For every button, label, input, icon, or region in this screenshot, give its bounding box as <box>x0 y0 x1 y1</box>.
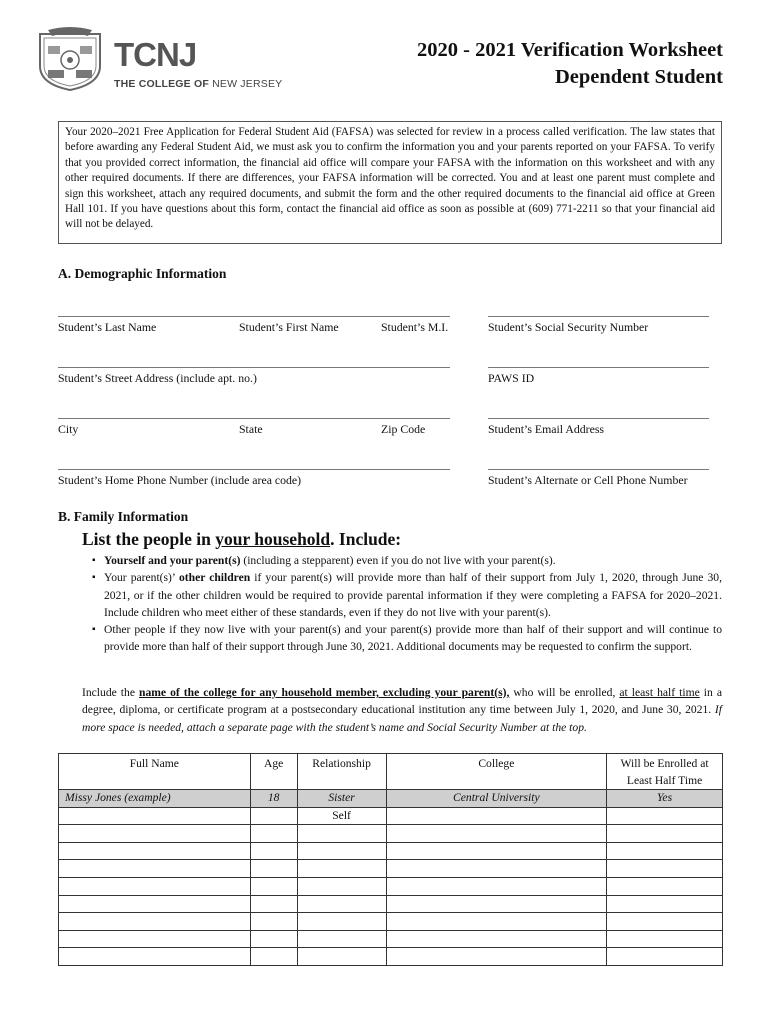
city-state-zip-field[interactable] <box>58 418 450 419</box>
address-label: Student’s Street Address (include apt. no.) <box>58 371 257 385</box>
table-cell[interactable] <box>297 913 386 931</box>
table-cell[interactable] <box>59 913 251 931</box>
mi-label: Student’s M.I. <box>381 320 449 334</box>
table-cell[interactable] <box>607 860 723 878</box>
list-item: ▪ Yourself and your parent(s) (including a stepparent) even if you do not live with your parent(s). <box>92 552 722 569</box>
college-instructions: Include the name of the college for any household member, excluding your parent(s), who will be enrolled, at least half time in a degree, diploma, or certificate program at a postsecondary educational institution any time between July 1, 2020, and June 30, 2021. If more space is needed, attach a separate page with the student’s name and Social Security Number at the top. <box>82 686 722 734</box>
state-label: State <box>239 422 263 436</box>
table-cell[interactable] <box>386 860 607 878</box>
intro-text-box: Your 2020–2021 Free Application for Federal Student Aid (FAFSA) was selected for review in a process called verification. The law states that before awarding any Federal Student Aid, we must ask you to confirm the information you and your parents reported on your FAFSA. To verify that you provided correct information, the financial aid office will compare your FAFSA with the information on this worksheet and with any other required documents. If there are differences, your FAFSA information will be corrected. You and at least one parent must complete and sign this worksheet, attach any required documents, and submit the form and the other required documents to the financial aid office at Green Hall 101. If you have questions about this form, contact the financial aid office as soon as possible at (609) 771-2211 so that your financial aid will not be delayed. <box>58 121 722 244</box>
table-cell[interactable] <box>250 860 297 878</box>
table-row <box>59 807 723 825</box>
email-field[interactable] <box>488 418 709 419</box>
table-cell[interactable] <box>250 842 297 860</box>
table-row <box>59 895 723 913</box>
ssn-field[interactable] <box>488 316 709 317</box>
section-b-heading: B. Family Information <box>58 509 189 524</box>
table-cell[interactable] <box>297 895 386 913</box>
header-enrolled: Will be Enrolled at Least Half Time <box>607 754 723 790</box>
zip-label: Zip Code <box>381 422 426 436</box>
table-cell: Self <box>297 807 386 825</box>
city-label: City <box>58 422 79 436</box>
header-full-name: Full Name <box>59 754 251 790</box>
table-cell[interactable] <box>386 825 607 843</box>
table-cell[interactable] <box>607 948 723 966</box>
page-title: 2020 - 2021 Verification Worksheet Dependent Student <box>417 39 723 88</box>
tcnj-logo <box>34 26 294 96</box>
email-label: Student’s Email Address <box>488 422 604 436</box>
table-cell[interactable] <box>297 842 386 860</box>
address-field[interactable] <box>58 367 450 368</box>
table-row-example <box>59 790 723 808</box>
table-cell[interactable] <box>250 825 297 843</box>
table-cell: Sister <box>297 790 386 808</box>
table-cell: 18 <box>250 790 297 808</box>
household-list-title: List the people in your household. Include: <box>82 529 402 549</box>
table-row <box>59 860 723 878</box>
table-cell: Yes <box>607 790 723 808</box>
table-cell[interactable] <box>386 842 607 860</box>
alt-phone-label: Student’s Alternate or Cell Phone Number <box>488 473 688 487</box>
logo-wordmark: TCNJ <box>114 36 197 73</box>
table-cell[interactable] <box>59 842 251 860</box>
table-cell[interactable] <box>297 930 386 948</box>
table-cell[interactable] <box>250 877 297 895</box>
table-cell[interactable] <box>59 807 251 825</box>
table-cell[interactable] <box>59 948 251 966</box>
table-cell[interactable] <box>607 807 723 825</box>
table-cell[interactable] <box>59 877 251 895</box>
table-row <box>59 877 723 895</box>
logo-subtitle: THE COLLEGE OF NEW JERSEY <box>114 78 283 90</box>
header-relationship: Relationship <box>297 754 386 790</box>
table-cell[interactable] <box>607 842 723 860</box>
table-cell[interactable] <box>59 860 251 878</box>
table-header-row <box>59 754 723 790</box>
table-cell[interactable] <box>386 807 607 825</box>
paws-id-field[interactable] <box>488 367 709 368</box>
table-cell[interactable] <box>386 948 607 966</box>
first-name-label: Student’s First Name <box>239 320 339 334</box>
section-a-heading: A. Demographic Information <box>58 266 227 281</box>
table-cell: Central University <box>386 790 607 808</box>
table-cell[interactable] <box>297 948 386 966</box>
list-item: ▪ Your parent(s)’ other children if your parent(s) will provide more than half of their support from July 1, 2020, through June 30, 2021, or if the other children would be required to provide parental information if they were completing a FAFSA for 2020–2021. Include children who meet either of these standards, even if they do not live with your parent(s). <box>92 569 722 621</box>
table-cell[interactable] <box>386 877 607 895</box>
table-cell[interactable] <box>386 895 607 913</box>
paws-id-label: PAWS ID <box>488 371 535 385</box>
table-cell[interactable] <box>607 913 723 931</box>
home-phone-label: Student’s Home Phone Number (include area code) <box>58 473 302 487</box>
table-cell[interactable] <box>59 930 251 948</box>
table-cell[interactable] <box>250 930 297 948</box>
table-cell[interactable] <box>297 860 386 878</box>
table-cell[interactable] <box>297 825 386 843</box>
table-cell: Missy Jones (example) <box>59 790 251 808</box>
table-cell[interactable] <box>607 825 723 843</box>
home-phone-field[interactable] <box>58 469 450 470</box>
table-row <box>59 930 723 948</box>
table-cell[interactable] <box>250 807 297 825</box>
table-cell[interactable] <box>59 825 251 843</box>
student-name-field[interactable] <box>58 316 450 317</box>
table-cell[interactable] <box>59 895 251 913</box>
table-cell[interactable] <box>607 877 723 895</box>
household-table <box>58 753 723 966</box>
table-cell[interactable] <box>250 895 297 913</box>
last-name-label: Student’s Last Name <box>58 320 157 334</box>
list-item: ▪ Other people if they now live with your parent(s) and your parent(s) provide more than half of their support and will continue to provide more than half of their support through June 30, 2021. Additional documents may be requested to confirm the support. <box>92 621 722 656</box>
table-cell[interactable] <box>250 913 297 931</box>
college-seal-icon <box>34 26 106 92</box>
table-cell[interactable] <box>386 913 607 931</box>
ssn-label: Student’s Social Security Number <box>488 320 649 334</box>
table-cell[interactable] <box>607 930 723 948</box>
header-age: Age <box>250 754 297 790</box>
table-cell[interactable] <box>607 895 723 913</box>
table-cell[interactable] <box>386 930 607 948</box>
table-cell[interactable] <box>297 877 386 895</box>
header-college: College <box>386 754 607 790</box>
table-row <box>59 842 723 860</box>
table-row <box>59 948 723 966</box>
table-row <box>59 913 723 931</box>
household-criteria-list <box>92 552 722 656</box>
alt-phone-field[interactable] <box>488 469 709 470</box>
table-cell[interactable] <box>250 948 297 966</box>
table-row <box>59 825 723 843</box>
